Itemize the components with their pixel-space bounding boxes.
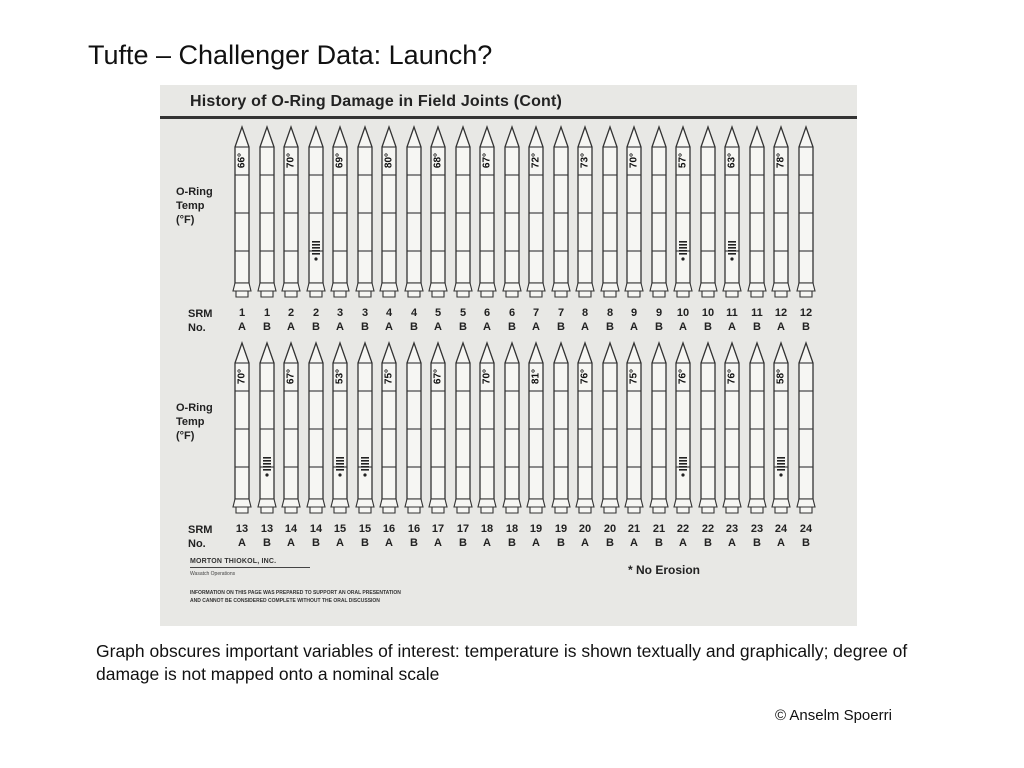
srm-number: 14 bbox=[309, 523, 323, 535]
temp-label: 63° bbox=[726, 152, 738, 169]
srm-side-b: B bbox=[410, 321, 418, 333]
fine-print-line-1: INFORMATION ON THIS PAGE WAS PREPARED TO SUPPORT AN ORAL PRESENTATION bbox=[190, 590, 401, 596]
temp-label: 75° bbox=[628, 368, 640, 385]
srm-side-a: A bbox=[336, 537, 344, 549]
srm-number: 15 bbox=[333, 523, 347, 535]
srm-side-a: A bbox=[434, 321, 442, 333]
rocket-srm-20-b bbox=[600, 341, 620, 521]
srm-number: 11 bbox=[726, 307, 738, 319]
srm-axis-label-top: SRM No. bbox=[188, 308, 213, 334]
srm-side-a: A bbox=[287, 537, 295, 549]
srm-side-a: A bbox=[777, 537, 785, 549]
srm-side-a: A bbox=[581, 321, 589, 333]
srm-side-a: A bbox=[385, 537, 393, 549]
rocket-srm-1-b bbox=[257, 125, 277, 305]
srm-side-a: A bbox=[483, 537, 491, 549]
rocket-srm-3-b bbox=[355, 125, 375, 305]
rocket-srm-18-b bbox=[502, 341, 522, 521]
srm-number: 24 bbox=[799, 523, 813, 535]
srm-number: 12 bbox=[774, 307, 788, 319]
srm-side-a: A bbox=[728, 321, 736, 333]
srm-number: 19 bbox=[554, 523, 568, 535]
srm-number: 7 bbox=[532, 307, 540, 319]
srm-number: 13 bbox=[235, 523, 249, 535]
rocket-srm-24-b bbox=[796, 341, 816, 521]
srm-number: 6 bbox=[483, 307, 491, 319]
temp-label: 67° bbox=[285, 368, 297, 385]
company-name: MORTON THIOKOL, INC. bbox=[190, 558, 277, 565]
rocket-srm-22-b bbox=[698, 341, 718, 521]
srm-number: 16 bbox=[407, 523, 421, 535]
srm-number: 13 bbox=[260, 523, 274, 535]
temp-label: 76° bbox=[726, 368, 738, 385]
srm-side-b: B bbox=[704, 537, 712, 549]
title-rule bbox=[160, 116, 857, 119]
copyright-credit: © Anselm Spoerri bbox=[775, 707, 892, 724]
srm-number: 8 bbox=[606, 307, 614, 319]
srm-number: 19 bbox=[529, 523, 543, 535]
srm-side-a: A bbox=[630, 537, 638, 549]
srm-number: 10 bbox=[701, 307, 715, 319]
srm-side-a: A bbox=[238, 321, 246, 333]
temp-label: 70° bbox=[628, 152, 640, 169]
srm-number: 9 bbox=[655, 307, 663, 319]
srm-number: 11 bbox=[751, 307, 763, 319]
temp-label: 57° bbox=[677, 152, 689, 169]
srm-side-b: B bbox=[606, 321, 614, 333]
srm-side-b: B bbox=[704, 321, 712, 333]
srm-number: 15 bbox=[358, 523, 372, 535]
srm-side-b: B bbox=[557, 537, 565, 549]
srm-number: 8 bbox=[581, 307, 589, 319]
srm-number: 10 bbox=[676, 307, 690, 319]
srm-number: 17 bbox=[431, 523, 445, 535]
srm-number: 21 bbox=[652, 523, 666, 535]
slide-title: Tufte – Challenger Data: Launch? bbox=[88, 40, 493, 70]
rocket-srm-4-b bbox=[404, 125, 424, 305]
srm-number: 12 bbox=[799, 307, 813, 319]
srm-side-a: A bbox=[385, 321, 393, 333]
figure-title: History of O-Ring Damage in Field Joints (Cont) bbox=[190, 93, 563, 110]
rocket-srm-21-b bbox=[649, 341, 669, 521]
rocket-srm-19-b bbox=[551, 341, 571, 521]
slide-caption: Graph obscures important variables of interest: temperature is shown textually and graphically; degree of damage is not mapped onto a nominal scale bbox=[96, 641, 908, 684]
srm-number: 4 bbox=[410, 307, 418, 319]
srm-side-a: A bbox=[287, 321, 295, 333]
srm-number: 3 bbox=[336, 307, 344, 319]
srm-number: 2 bbox=[312, 307, 320, 319]
srm-number: 23 bbox=[750, 523, 764, 535]
srm-side-b: B bbox=[753, 321, 761, 333]
srm-number: 22 bbox=[676, 523, 690, 535]
rocket-srm-13-b bbox=[257, 341, 277, 521]
temp-label: 70° bbox=[236, 368, 248, 385]
srm-side-a: A bbox=[483, 321, 491, 333]
srm-number: 2 bbox=[287, 307, 295, 319]
srm-side-a: A bbox=[532, 537, 540, 549]
srm-number: 20 bbox=[603, 523, 617, 535]
srm-side-b: B bbox=[459, 321, 467, 333]
temp-label: 75° bbox=[383, 368, 395, 385]
srm-side-a: A bbox=[728, 537, 736, 549]
srm-number: 1 bbox=[263, 307, 271, 319]
temp-label: 68° bbox=[432, 152, 444, 169]
temp-label: 67° bbox=[481, 152, 493, 169]
temp-label: 80° bbox=[383, 152, 395, 169]
rocket-srm-11-b bbox=[747, 125, 767, 305]
rocket-srm-9-b bbox=[649, 125, 669, 305]
srm-side-b: B bbox=[263, 537, 271, 549]
srm-side-b: B bbox=[410, 537, 418, 549]
rocket-srm-2-b bbox=[306, 125, 326, 305]
srm-number: 5 bbox=[459, 307, 467, 319]
rocket-srm-10-b bbox=[698, 125, 718, 305]
temp-label: 53° bbox=[334, 368, 346, 385]
srm-number: 9 bbox=[630, 307, 638, 319]
srm-side-b: B bbox=[312, 321, 320, 333]
srm-side-b: B bbox=[557, 321, 565, 333]
srm-number: 3 bbox=[361, 307, 369, 319]
srm-number: 1 bbox=[238, 307, 246, 319]
srm-side-a: A bbox=[434, 537, 442, 549]
temp-label: 73° bbox=[579, 152, 591, 169]
srm-side-a: A bbox=[581, 537, 589, 549]
srm-side-b: B bbox=[312, 537, 320, 549]
srm-side-a: A bbox=[238, 537, 246, 549]
temp-label: 81° bbox=[530, 368, 542, 385]
srm-side-b: B bbox=[263, 321, 271, 333]
srm-side-b: B bbox=[508, 321, 516, 333]
srm-number: 17 bbox=[456, 523, 470, 535]
rocket-srm-5-b bbox=[453, 125, 473, 305]
srm-side-b: B bbox=[753, 537, 761, 549]
srm-side-b: B bbox=[802, 537, 810, 549]
company-underline bbox=[190, 567, 310, 568]
srm-side-b: B bbox=[361, 321, 369, 333]
temp-label: 72° bbox=[530, 152, 542, 169]
srm-number: 4 bbox=[385, 307, 393, 319]
fine-print-line-2: AND CANNOT BE CONSIDERED COMPLETE WITHOUT THE ORAL DISCUSSION bbox=[190, 598, 380, 604]
temp-label: 78° bbox=[775, 152, 787, 169]
temp-label: 67° bbox=[432, 368, 444, 385]
rocket-srm-15-b bbox=[355, 341, 375, 521]
srm-side-a: A bbox=[679, 537, 687, 549]
rocket-srm-7-b bbox=[551, 125, 571, 305]
srm-side-b: B bbox=[655, 537, 663, 549]
srm-number: 23 bbox=[725, 523, 739, 535]
temp-label: 70° bbox=[481, 368, 493, 385]
srm-number: 14 bbox=[284, 523, 298, 535]
srm-number: 18 bbox=[505, 523, 519, 535]
rocket-srm-16-b bbox=[404, 341, 424, 521]
srm-number: 7 bbox=[557, 307, 565, 319]
oring-damage-figure bbox=[160, 85, 857, 626]
srm-number: 18 bbox=[480, 523, 494, 535]
company-subtitle: Wasatch Operations bbox=[190, 571, 236, 577]
srm-number: 6 bbox=[508, 307, 516, 319]
srm-number: 20 bbox=[578, 523, 592, 535]
srm-side-a: A bbox=[336, 321, 344, 333]
srm-side-b: B bbox=[802, 321, 810, 333]
temp-label: 76° bbox=[579, 368, 591, 385]
temp-label: 69° bbox=[334, 152, 346, 169]
rocket-srm-8-b bbox=[600, 125, 620, 305]
rocket-srm-6-b bbox=[502, 125, 522, 305]
srm-side-a: A bbox=[630, 321, 638, 333]
temp-label: 66° bbox=[236, 152, 248, 169]
srm-number: 22 bbox=[701, 523, 715, 535]
no-erosion-note: * No Erosion bbox=[628, 563, 701, 577]
temp-axis-label-bottom: O-Ring Temp (°F) bbox=[176, 402, 213, 442]
temp-label: 70° bbox=[285, 152, 297, 169]
srm-side-b: B bbox=[606, 537, 614, 549]
srm-number: 5 bbox=[434, 307, 442, 319]
temp-label: 58° bbox=[775, 368, 787, 385]
srm-side-b: B bbox=[508, 537, 516, 549]
srm-side-a: A bbox=[679, 321, 687, 333]
temp-label: 76° bbox=[677, 368, 689, 385]
srm-side-a: A bbox=[532, 321, 540, 333]
rocket-srm-12-b bbox=[796, 125, 816, 305]
srm-side-b: B bbox=[655, 321, 663, 333]
rocket-srm-17-b bbox=[453, 341, 473, 521]
srm-side-a: A bbox=[777, 321, 785, 333]
rocket-srm-23-b bbox=[747, 341, 767, 521]
temp-axis-label-top: O-Ring Temp (°F) bbox=[176, 186, 213, 226]
srm-number: 24 bbox=[774, 523, 788, 535]
rocket-srm-14-b bbox=[306, 341, 326, 521]
srm-side-b: B bbox=[459, 537, 467, 549]
srm-number: 21 bbox=[627, 523, 641, 535]
srm-number: 16 bbox=[382, 523, 396, 535]
srm-side-b: B bbox=[361, 537, 369, 549]
srm-axis-label-bottom: SRM No. bbox=[188, 524, 213, 550]
